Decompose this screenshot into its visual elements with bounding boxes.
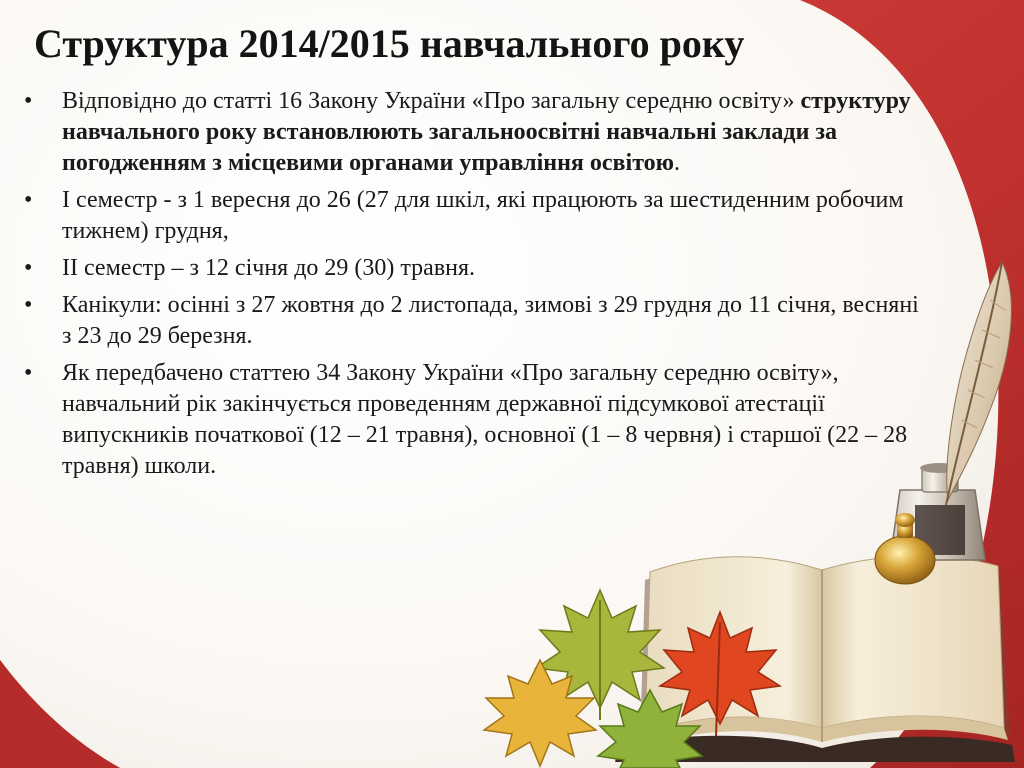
bullet-dot: • [24,88,33,114]
bullet-text: І семестр - з 1 вересня до 26 (27 для шкіл, які працюють за шестиденним робочим тижнем) грудня, [62,187,904,244]
bullet-text: Відповідно до статті 16 Закону України «Про загальну середню освіту» [62,88,801,114]
bullet-list [20,86,920,488]
bullet-text-end: . [674,150,680,176]
bullet-dot: • [24,360,33,386]
bullet-dot: • [24,255,33,281]
slide-title: Структура 2014/2015 навчального року [34,21,745,66]
bullet-dot: • [24,292,33,318]
bullet-text: ІІ семестр – з 12 січня до 29 (30) травня. [62,255,476,281]
bullet-text: Як передбачено статтею 34 Закону України «Про загальну середню освіту», навчальний рік закінчується проведенням державної підсумкової атестації випускників початкової (12 – 21 травня), основної (1 – 8 червня) і старшої (22 – 28 травня) школи. [62,360,908,479]
bullet-item [20,358,920,482]
bullet-text: Канікули: осінні з 27 жовтня до 2 листопада, зимові з 29 грудня до 11 січня, весняні з 23 до 29 березня. [62,292,919,349]
bullet-item [20,253,920,284]
bullet-item [20,185,920,247]
bullet-dot: • [24,187,33,213]
bullet-item [20,86,920,179]
bullet-item [20,290,920,352]
bullet-text-bold: структуру навчального року встановлюють загальноосвітні навчальні заклади за погодженням з місцевими органами управління освітою [62,88,911,176]
